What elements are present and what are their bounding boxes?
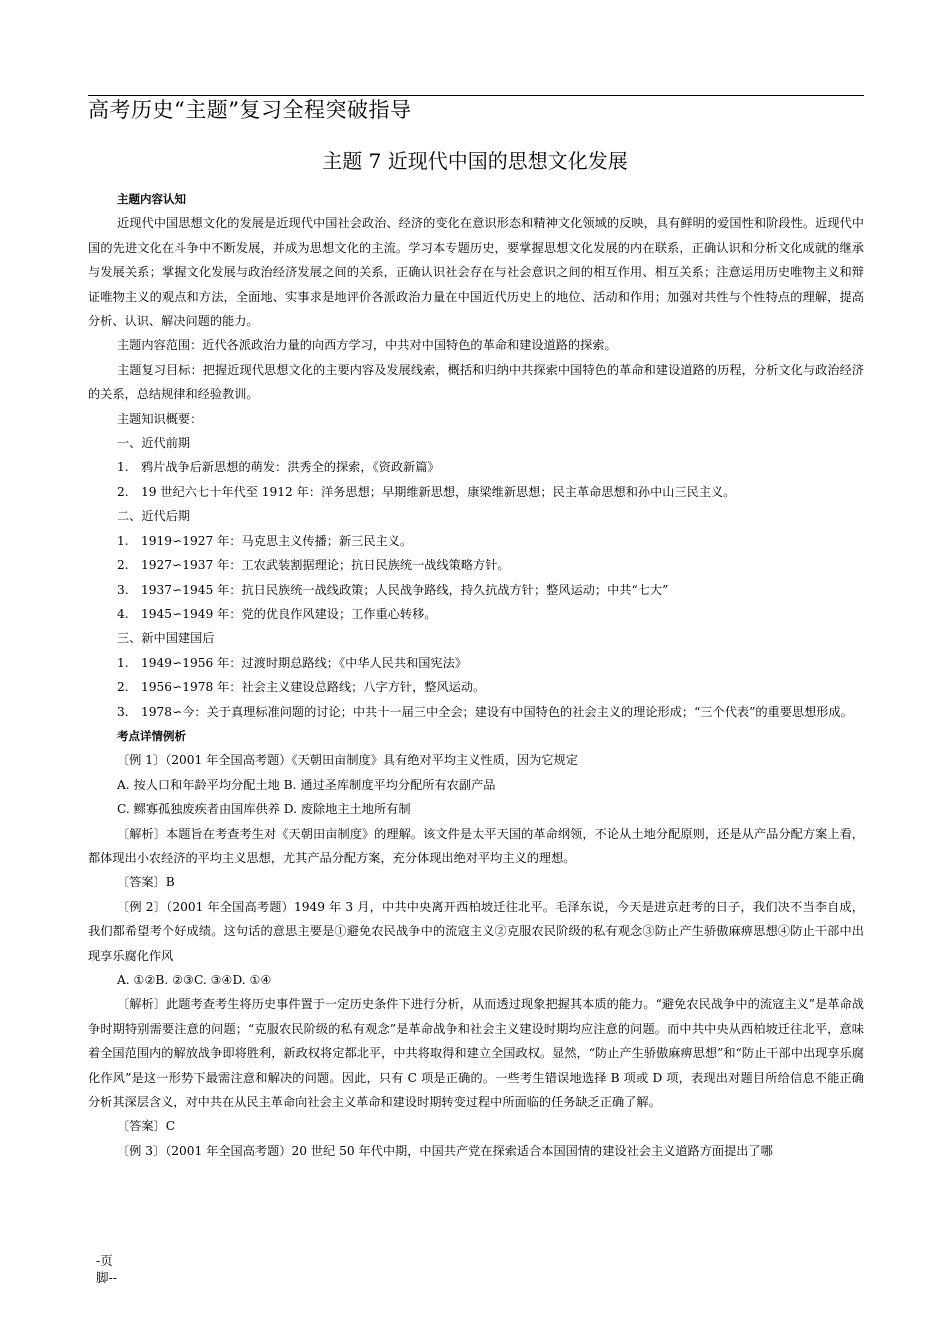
- paragraph-outline-label: 主题知识概要：: [117, 411, 203, 426]
- example-1-answer: 〔答案〕B: [117, 875, 175, 890]
- list-text: 1949∽1956 年：过渡时期总路线；《中华人民共和国宪法》: [141, 655, 467, 670]
- paragraph-intro: 近现代中国思想文化的发展是近现代中国社会政治、经济的变化在意识形态和精神文化领域的反映，具有鲜明的爱国性和阶段性。近现代中国的先进文化在斗争中不断发展，并成为思想文化的主流。学习本专题历史，要掌握思想文化发展的内在联系，正确认识和分析文化成就的继承与发展关系；掌握文化发展与政治经济发展之间的关系，正确认识社会存在与社会意识之间的相互作用、相互关系；注意运用历史唯物主义和辩证唯物主义的观点和方法，全面地、实事求是地评价各派政治力量在中国近代历史上的地位、活动和作用；加强对共性与个性特点的理解，提高分析、认识、解决问题的能力。: [88, 216, 864, 329]
- list-text: 1956∽1978 年：社会主义建设总路线；八字方针，整风运动。: [141, 680, 486, 695]
- example-2-answer: 〔答案〕C: [117, 1119, 176, 1134]
- list-text: 19 世纪六七十年代至 1912 年：洋务思想；早期维新思想，康梁维新思想；民主革命思想和孙中山三民主义。: [141, 484, 736, 499]
- example-1-question: 〔例 1〕（2001 年全国高考题）《天朝田亩制度》具有绝对平均主义性质，因为它规定: [117, 753, 578, 768]
- paragraph-goal: 主题复习目标：把握近现代思想文化的主要内容及发展线索，概括和归纳中共探索中国特色的革命和建设道路的历程，分析文化与政治经济的关系，总结规律和经验教训。: [88, 362, 864, 402]
- list-item: [88, 651, 864, 675]
- example-2-question: 〔例 2〕（2001 年全国高考题）1949 年 3 月，中共中央离开西柏坡迁往北平。毛泽东说，今天是进京赶考的日子，我们决不当李自成，我们都希望考个好成绩。这句话的意思主要是①避免农民战争中的流寇主义②克服农民阶级的私有观念③防止产生骄傲麻痹思想④防止干部中出现享乐腐化作风: [88, 899, 864, 963]
- list-item: [88, 455, 864, 479]
- list-number: 2.: [117, 680, 129, 695]
- list-item: [88, 578, 864, 602]
- page-footer: [96, 1252, 117, 1286]
- list-item: [88, 602, 864, 626]
- example-1-options-line-2: C. 鳏寡孤独废疾者由国库供养 D. 废除地主土地所有制: [117, 802, 411, 817]
- list-item: [88, 553, 864, 577]
- list-item-wrapped: [88, 700, 864, 724]
- example-1-analysis: 〔解析〕本题旨在考查考生对《天朝田亩制度》的理解。该文件是太平天国的革命纲领，不论从土地分配原则，还是从产品分配方案上看，都体现出小农经济的平均主义思想，尤其产品分配方案，充分体现出绝对平均主义的理想。: [88, 826, 864, 865]
- list-number: 3.: [117, 704, 129, 719]
- list-item: [88, 529, 864, 553]
- list-item: [88, 675, 864, 699]
- part-heading-2: 二、近代后期: [117, 509, 191, 524]
- list-text: 1945∽1949 年：党的优良作风建设；工作重心转移。: [141, 606, 437, 621]
- section-heading-overview: 主题内容认知: [117, 192, 186, 206]
- list-item: [88, 480, 864, 504]
- list-text: 1978∽今：关于真理标准问题的讨论；中共十一届三中全会；建设有中国特色的社会主义的理论形成；“三个代表”的重要思想形成。: [141, 704, 853, 719]
- list-number: 1.: [117, 655, 129, 670]
- part-heading-3: 三、新中国建国后: [117, 631, 215, 646]
- body-content: [88, 187, 864, 1163]
- list-text: 1919∽1927 年：马克思主义传播；新三民主义。: [141, 533, 413, 548]
- example-2-analysis: 〔解析〕此题考查考生将历史事件置于一定历史条件下进行分析，从而透过现象把握其本质的能力。“避免农民战争中的流寇主义”是革命战争时期特别需要注意的问题；“克服农民阶级的私有观念”是革命战争和社会主义建设时期均应注意的问题。而中共中央从西柏坡迁往北平，意味着全国范围内的解放战争即将胜利，新政权将定都北平，中共将取得和建立全国政权。显然，“防止产生骄傲麻痹思想”和“防止干部中出现享乐腐化作风”是这一形势下最需注意和解决的问题。因此，只有 C 项是正确的。一些考生错误地选择 B 项或 D 项，表现出对题目所给信息不能正确分析其深层含义，对中共在从民主革命向社会主义革命和建设时期转变过程中所面临的任务缺乏正确了解。: [88, 997, 864, 1110]
- list-number: 2.: [117, 484, 129, 499]
- list-text: 鸦片战争后新思想的萌发：洪秀全的探索，《资政新篇》: [141, 460, 440, 475]
- main-title: 主题 7 近现代中国的思想文化发展: [322, 149, 628, 173]
- list-number: 1.: [117, 533, 129, 548]
- section-heading-examples: 考点详情例析: [117, 728, 186, 743]
- list-number: 3.: [117, 582, 129, 597]
- footer-line-1: -页: [96, 1253, 113, 1268]
- example-3-question: 〔例 3〕（2001 年全国高考题）20 世纪 50 年代中期，中国共产党在探索适合本国国情的建设社会主义道路方面提出了哪: [117, 1143, 773, 1158]
- list-text: 1937∽1945 年：抗日民族统一战线政策；人民战争路线，持久抗战方针；整风运动；中共“七大”: [141, 582, 669, 597]
- paragraph-scope: 主题内容范围：近代各派政治力量的向西方学习，中共对中国特色的革命和建设道路的探索。: [117, 338, 617, 353]
- list-text: 1927∽1937 年：工农武装割据理论；抗日民族统一战线策略方针。: [141, 558, 510, 573]
- header-title: 高考历史“主题”复习全程突破指导: [88, 98, 412, 122]
- example-1-options-line-1: A. 按人口和年龄平均分配土地 B. 通过圣库制度平均分配所有农副产品: [117, 777, 496, 792]
- part-heading-1: 一、近代前期: [117, 436, 191, 451]
- list-number: 2.: [117, 558, 129, 573]
- example-2-options: A. ①②B. ②③C. ③④D. ①④: [117, 973, 272, 987]
- list-number: 1.: [117, 460, 129, 475]
- list-number: 4.: [117, 606, 129, 621]
- footer-line-2: 脚--: [96, 1270, 117, 1285]
